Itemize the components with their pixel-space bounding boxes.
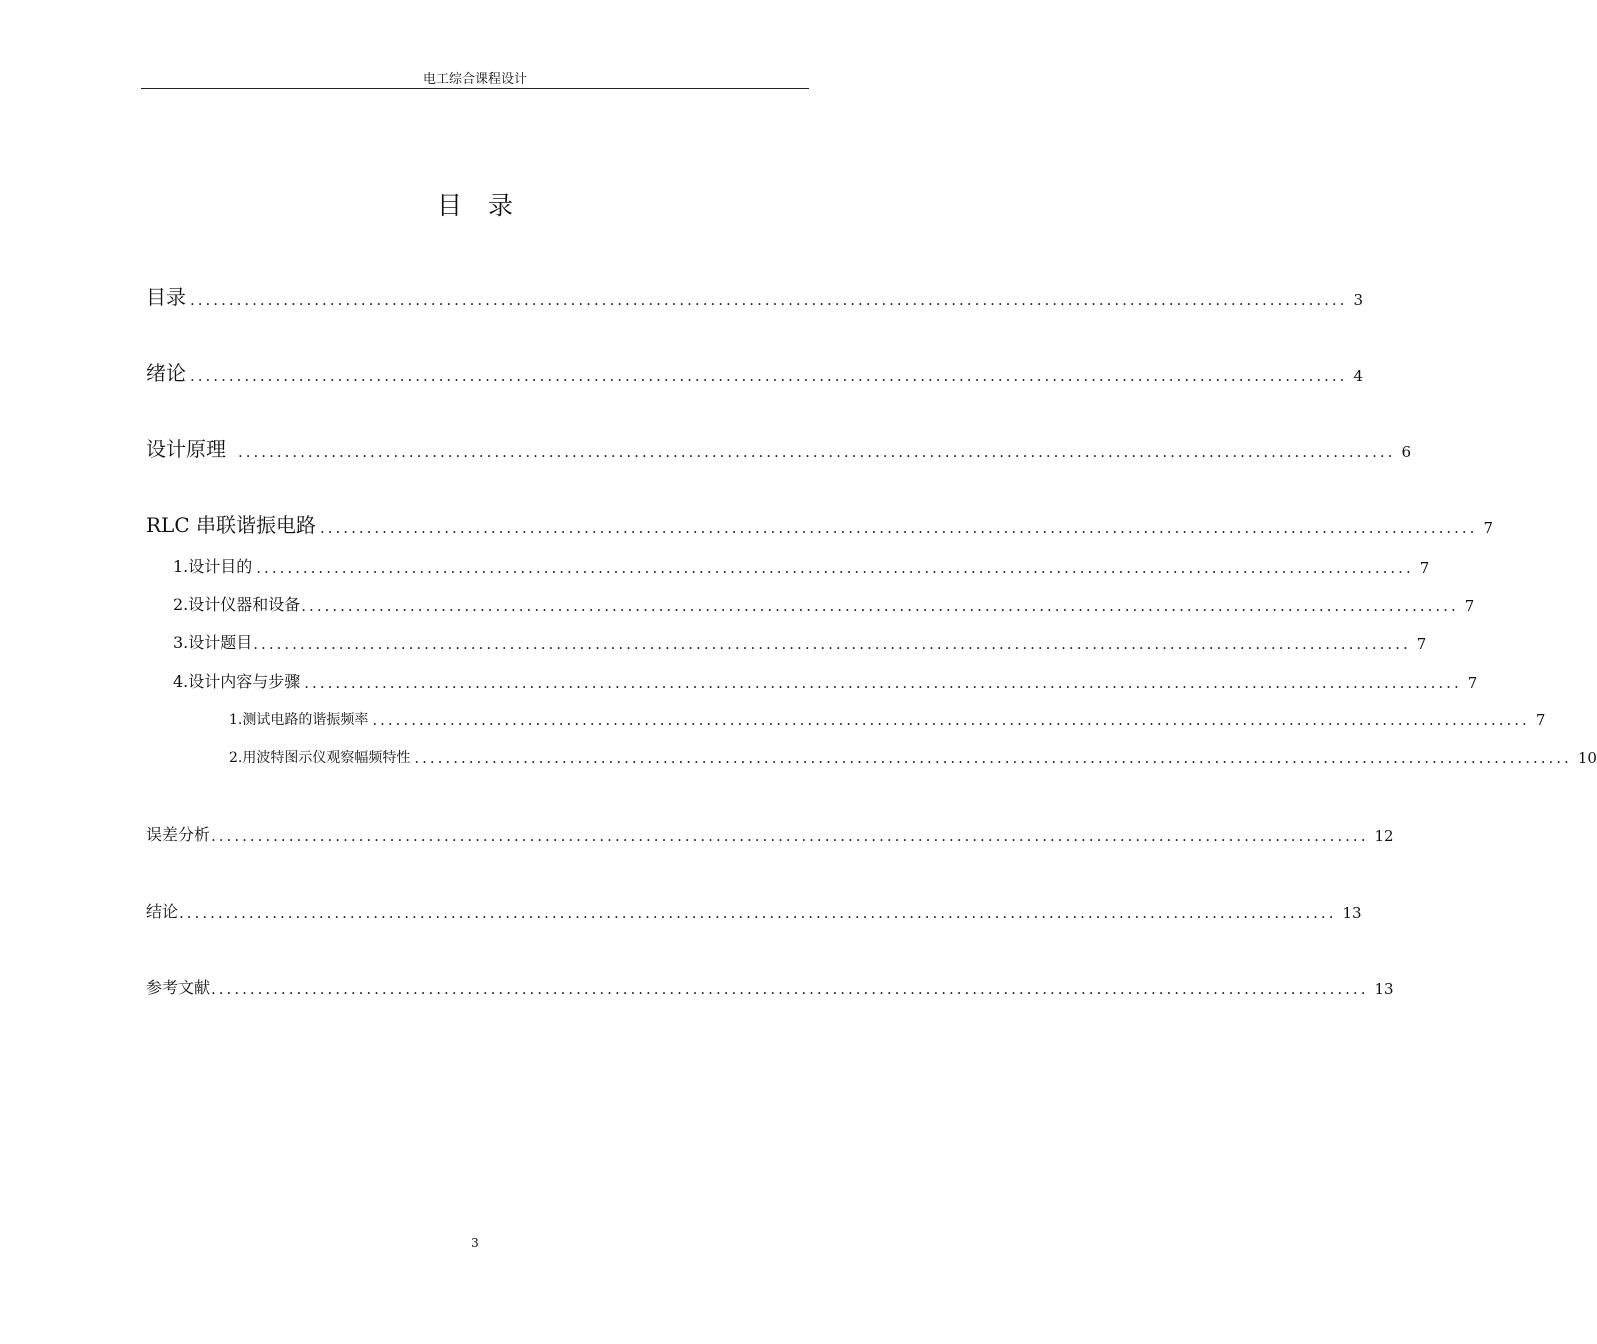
toc-entry-bode-plotter[interactable] <box>229 748 1597 768</box>
toc-entry-error-analysis[interactable] <box>146 824 1394 846</box>
toc-entry-references[interactable] <box>146 977 1394 999</box>
toc-leader-dots: ..................................................................................................................................................... <box>211 980 1369 998</box>
toc-entry-page: 7 <box>1416 635 1427 653</box>
toc-entry-design-topic[interactable] <box>173 632 1427 654</box>
toc-entry-page: 7 <box>1483 519 1493 537</box>
toc-entry-label: 3.设计题目 <box>173 633 253 652</box>
toc-entry-page: 13 <box>1342 904 1362 922</box>
toc-entry-content-steps[interactable] <box>173 671 1478 693</box>
toc-entry-label: 2.用波特图示仪观察幅频特性 <box>229 750 411 766</box>
toc-leader-dots: ..................................................................................................................................................... <box>304 674 1462 692</box>
toc-leader-dots: ..................................................................................................................................................... <box>179 904 1337 922</box>
toc-leader-dots: ..................................................................................................................................................... <box>320 519 1478 537</box>
toc-entry-label: 4.设计内容与步骤 <box>173 672 301 691</box>
toc-entry-label: 1.测试电路的谐振频率 <box>229 712 369 728</box>
toc-entry-label: 2.设计仪器和设备 <box>173 595 301 614</box>
toc-entry-rlc-circuit[interactable] <box>146 512 1493 538</box>
toc-leader-dots: ..................................................................................................................................................... <box>256 559 1414 577</box>
toc-entry-page: 7 <box>1464 597 1475 615</box>
toc-leader-dots: ..................................................................................................................................................... <box>190 291 1348 309</box>
toc-entry-page: 10 <box>1577 749 1597 767</box>
toc-entry-page: 12 <box>1374 827 1394 845</box>
toc-leader-dots: ..................................................................................................................................................... <box>301 597 1459 615</box>
toc-entry-design-goal[interactable] <box>173 556 1430 578</box>
toc-leader-dots: ..................................................................................................................................................... <box>253 635 1411 653</box>
toc-entry-label: RLC 串联谐振电路 <box>146 513 316 537</box>
toc-entry-page: 13 <box>1374 980 1394 998</box>
toc-entry-label: 1.设计目的 <box>173 557 253 576</box>
toc-leader-dots: ..................................................................................................................................................... <box>211 827 1369 845</box>
toc-leader-dots: ..................................................................................................................................................... <box>238 443 1396 461</box>
toc-leader-dots: ..................................................................................................................................................... <box>414 749 1572 767</box>
toc-leader-dots: ..................................................................................................................................................... <box>190 367 1348 385</box>
toc-entry-page: 7 <box>1535 711 1546 729</box>
toc-entry-page: 3 <box>1353 291 1363 309</box>
page-number: 3 <box>471 1236 479 1250</box>
toc-entry-page: 7 <box>1467 674 1478 692</box>
toc-entry-label: 参考文献 <box>146 978 211 997</box>
toc-entry-label: 结论 <box>146 902 179 921</box>
page-title: 目录 <box>436 191 539 220</box>
toc-entry-page: 6 <box>1401 443 1411 461</box>
toc-entry-label: 设计原理 <box>146 437 226 461</box>
toc-entry-label: 绪论 <box>146 361 186 385</box>
toc-entry-label: 目录 <box>146 285 186 309</box>
toc-entry-page: 4 <box>1353 367 1363 385</box>
toc-entry-label: 误差分析 <box>146 825 211 844</box>
toc-entry-resonant-frequency[interactable] <box>229 710 1546 730</box>
toc-entry-conclusion[interactable] <box>146 901 1362 923</box>
toc-entry-xulun[interactable] <box>146 360 1363 386</box>
toc-entry-mulu[interactable] <box>146 284 1363 310</box>
toc-entry-page: 7 <box>1419 559 1430 577</box>
toc-entry-design-principle[interactable] <box>146 436 1411 462</box>
running-header: 电工综合课程设计 <box>422 72 527 87</box>
toc-leader-dots: ..................................................................................................................................................... <box>372 711 1530 729</box>
toc-entry-instruments[interactable] <box>173 594 1475 616</box>
